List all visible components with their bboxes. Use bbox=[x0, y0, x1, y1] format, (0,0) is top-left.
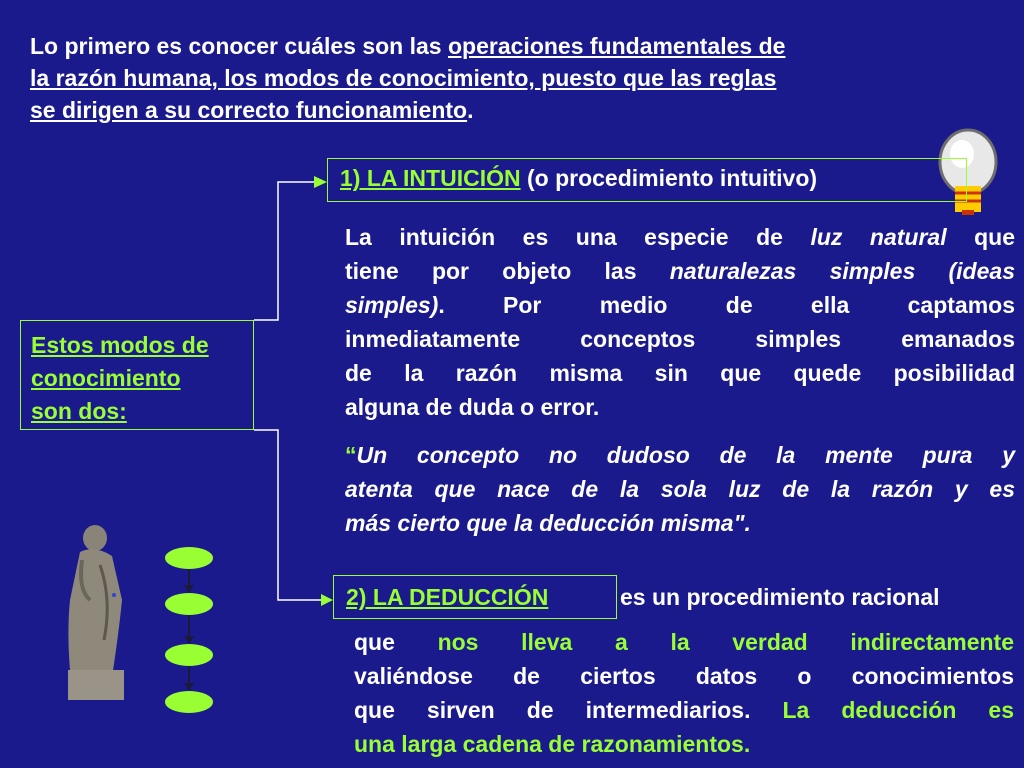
knowledge-modes-box: Estos modos de conocimiento son dos: bbox=[20, 320, 254, 430]
chain-node bbox=[165, 644, 213, 666]
connector-to-deduction bbox=[254, 430, 322, 600]
intuition-title: 1) LA INTUICIÓN bbox=[340, 165, 521, 191]
arrowhead-deduction bbox=[321, 594, 333, 606]
chain-node bbox=[165, 691, 213, 713]
intuition-heading-box bbox=[327, 158, 967, 202]
chain-node bbox=[165, 547, 213, 569]
descartes-quote: “Un concepto no dudoso de la mente pura y atenta que nace de la sola luz de la razón y es más cierto que la deducción misma". bbox=[345, 442, 1015, 536]
intro-line-2: la razón humana, los modos de conocimiento, puesto que las reglas bbox=[30, 65, 777, 91]
fundamental-operations-text: operaciones fundamentales de bbox=[448, 33, 786, 59]
intro-line-3: se dirigen a su correcto funcionamiento. bbox=[30, 97, 474, 123]
intuition-subtitle: (o procedimiento intuitivo) bbox=[520, 165, 818, 191]
chain-node bbox=[165, 593, 213, 615]
thinker-statue-icon bbox=[68, 525, 124, 700]
deduction-heading-box bbox=[333, 575, 617, 619]
deduction-title: 2) LA DEDUCCIÓN bbox=[346, 584, 549, 610]
reasoning-chain bbox=[165, 547, 213, 713]
deduction-tail-text: es un procedimiento racional bbox=[620, 584, 940, 610]
deduction-paragraph: que nos lleva a la verdad indirectamente valiéndose de ciertos datos o conocimientos que sirven de intermediarios. La deducción es una larga cadena de razonamientos. bbox=[354, 629, 1015, 757]
connector-to-intuition bbox=[254, 182, 314, 320]
intuition-paragraph: La intuición es una especie de luz natural que tiene por objeto las naturalezas simples (ideas simples). Por medio de ella captamos inmediatamente conceptos simples emanados de la razón misma sin que quede posibilidad alguna de duda o error. bbox=[345, 224, 1015, 420]
arrowhead-intuition bbox=[314, 176, 327, 188]
intro-line-1: Lo primero es conocer cuáles son las operaciones fundamentales de bbox=[30, 33, 786, 59]
